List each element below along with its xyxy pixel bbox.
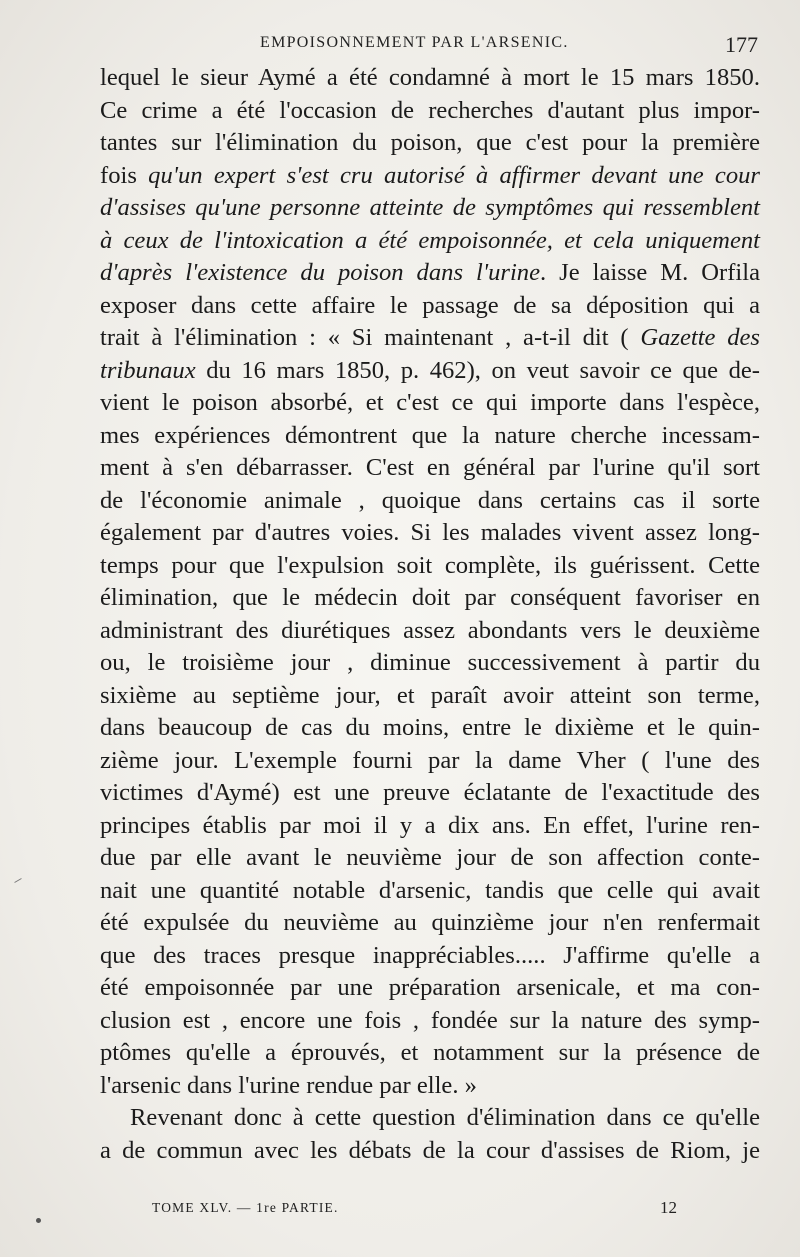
running-head: EMPOISONNEMENT PAR L'ARSENIC. [260, 34, 569, 51]
italic-text: tribunaux [100, 356, 196, 384]
text-span: ment à s'en débarrasser. C'est en général par l'urine qu'il sort [100, 454, 760, 481]
text-span: sixième au septième jour, et paraît avoir atteint son terme, [100, 681, 760, 709]
text-line [100, 160, 760, 193]
text-line [100, 1005, 760, 1038]
page-header [100, 30, 760, 60]
text-line [100, 257, 760, 290]
body-text [100, 62, 760, 1167]
italic-text: d'assises qu'une personne atteinte de symptômes qui ressemblent [100, 194, 760, 221]
text-span: dans beaucoup de cas du moins, entre le dixième et le quin- [100, 714, 760, 741]
text-line [100, 1070, 760, 1103]
text-span: clusion est , encore une fois , fondée sur la nature des symp- [100, 1006, 760, 1034]
text-line [100, 972, 760, 1005]
text-span: nait une quantité notable d'arsenic, tandis que celle qui avait [100, 876, 760, 904]
italic-text: qu'un expert s'est cru autorisé à affirmer devant une cour [148, 161, 760, 189]
text-span: également par d'autres voies. Si les malades vivent assez long- [100, 519, 760, 546]
text-line [100, 680, 760, 713]
text-span: été expulsée du neuvième au quinzième jour n'en renfermait [100, 909, 760, 936]
text-span: mes expériences démontrent que la nature cherche incessam- [100, 421, 760, 449]
text-span: ptômes qu'elle a éprouvés, et notamment sur la présence de [100, 1039, 760, 1066]
text-line [100, 940, 760, 973]
page-footer [100, 1198, 760, 1224]
text-line [100, 1037, 760, 1070]
text-line [100, 907, 760, 940]
text-line [100, 582, 760, 615]
text-span: de l'économie animale , quoique dans certains cas il sorte [100, 486, 760, 514]
text-span: Ce crime a été l'occasion de recherches d'autant plus impor- [100, 96, 760, 124]
text-span: vient le poison absorbé, et c'est ce qui importe dans l'espèce, [100, 389, 760, 416]
text-line [100, 810, 760, 843]
text-line [100, 420, 760, 453]
text-span: . Je laisse M. Orfila [540, 259, 761, 286]
text-line [100, 712, 760, 745]
page-number: 177 [725, 32, 758, 57]
text-line [100, 290, 760, 323]
text-line [100, 127, 760, 160]
ink-speck [36, 1218, 41, 1223]
text-span: l'arsenic dans l'urine rendue par elle. » [100, 1071, 477, 1099]
text-line [100, 615, 760, 648]
text-span: administrant des diurétiques assez abondants vers le deuxième [100, 616, 760, 644]
text-line [100, 550, 760, 583]
text-span: fois [100, 161, 149, 189]
text-line [100, 517, 760, 550]
text-line [100, 387, 760, 420]
italic-text: à ceux de l'intoxication a été empoisonnée, et cela uniquement [100, 226, 760, 254]
text-span: a de commun avec les débats de la cour d'assises de Riom, je [100, 1136, 760, 1164]
text-span: zième jour. L'exemple fourni par la dame Vher ( l'une des [100, 746, 760, 774]
text-line [100, 62, 760, 95]
text-span: exposer dans cette affaire le passage de sa déposition qui a [100, 291, 760, 319]
text-line [100, 485, 760, 518]
text-span: que des traces presque inappréciables..... J'affirme qu'elle a [100, 941, 760, 969]
italic-text: d'après l'existence du poison dans l'urine [100, 259, 541, 286]
text-line [100, 647, 760, 680]
text-line [100, 842, 760, 875]
sheet-number: 12 [660, 1198, 677, 1217]
text-span: principes établis par moi il y a dix ans. En effet, l'urine ren- [100, 811, 760, 839]
text-span: du 16 mars 1850, p. 462), on veut savoir ce que de- [195, 356, 760, 384]
text-line [100, 875, 760, 908]
text-line [100, 452, 760, 485]
text-span: lequel le sieur Aymé a été condamné à mort le 15 mars 1850. [100, 64, 760, 91]
text-line [100, 322, 760, 355]
text-span: due par elle avant le neuvième jour de son affection conte- [100, 844, 760, 871]
text-span: élimination, que le médecin doit par conséquent favoriser en [100, 584, 760, 611]
text-line [100, 777, 760, 810]
text-line [100, 1102, 760, 1135]
text-span: Revenant donc à cette question d'élimination dans ce qu'elle [130, 1104, 760, 1131]
text-line [100, 192, 760, 225]
text-span: victimes d'Aymé) est une preuve éclatante de l'exactitude des [100, 779, 760, 806]
ink-mark [14, 878, 21, 883]
text-span: temps pour que l'expulsion soit complète, ils guérissent. Cette [100, 551, 760, 579]
text-span: été empoisonnée par une préparation arsenicale, et ma con- [100, 974, 760, 1001]
text-line [100, 225, 760, 258]
text-span: trait à l'élimination : « Si maintenant , a-t-il dit ( [100, 324, 641, 351]
text-line [100, 745, 760, 778]
text-line [100, 95, 760, 128]
text-span: tantes sur l'élimination du poison, que c'est pour la première [100, 129, 760, 156]
text-line [100, 1135, 760, 1168]
signature-mark: TOME XLV. — 1re PARTIE. [152, 1200, 339, 1215]
italic-text: Gazette des [640, 324, 760, 351]
text-span: ou, le troisième jour , diminue successivement à partir du [100, 649, 760, 676]
text-line [100, 355, 760, 388]
